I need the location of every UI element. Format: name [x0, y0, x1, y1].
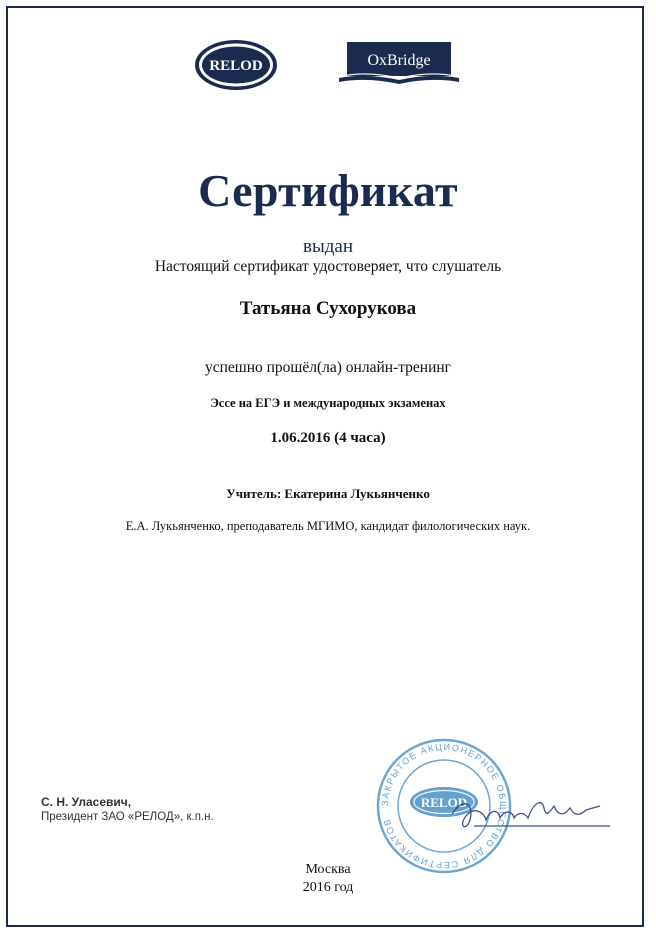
certificate-title: Сертификат — [198, 165, 458, 216]
oxbridge-logo-text: OxBridge — [367, 52, 431, 69]
oxbridge-logo — [337, 42, 467, 88]
completion-text: успешно прошёл(ла) онлайн-тренинг — [204, 359, 452, 376]
signatory-title: Президент ЗАО «РЕЛОД», к.п.н. — [41, 811, 214, 823]
stamp-ring-text: ЗАКРЫТОЕ АКЦИОНЕРНОЕ ОБЩЕСТВО ДЛЯ СЕРТИФИКАТОВ — [379, 741, 509, 871]
recipient-name: Татьяна Сухорукова — [239, 298, 417, 319]
relod-logo — [193, 38, 279, 92]
stamp-center-text: RELOD — [420, 795, 468, 810]
teacher-description: Е.А. Лукьянченко, преподаватель МГИМО, кандидат филологических наук. — [125, 519, 531, 533]
year: 2016 год — [302, 880, 354, 895]
course-date: 1.06.2016 (4 часа) — [270, 430, 386, 446]
teacher-name: Учитель: Екатерина Лукьянченко — [226, 486, 430, 501]
issued-label: выдан — [302, 236, 353, 257]
city: Москва — [305, 862, 351, 877]
signatory-name: С. Н. Уласевич, — [41, 795, 132, 809]
company-stamp — [374, 736, 624, 876]
course-name: Эссе на ЕГЭ и международных экзаменах — [210, 396, 446, 410]
intro-text: Настоящий сертификат удостоверяет, что слушатель — [154, 258, 502, 275]
relod-logo-text: RELOD — [209, 58, 263, 74]
